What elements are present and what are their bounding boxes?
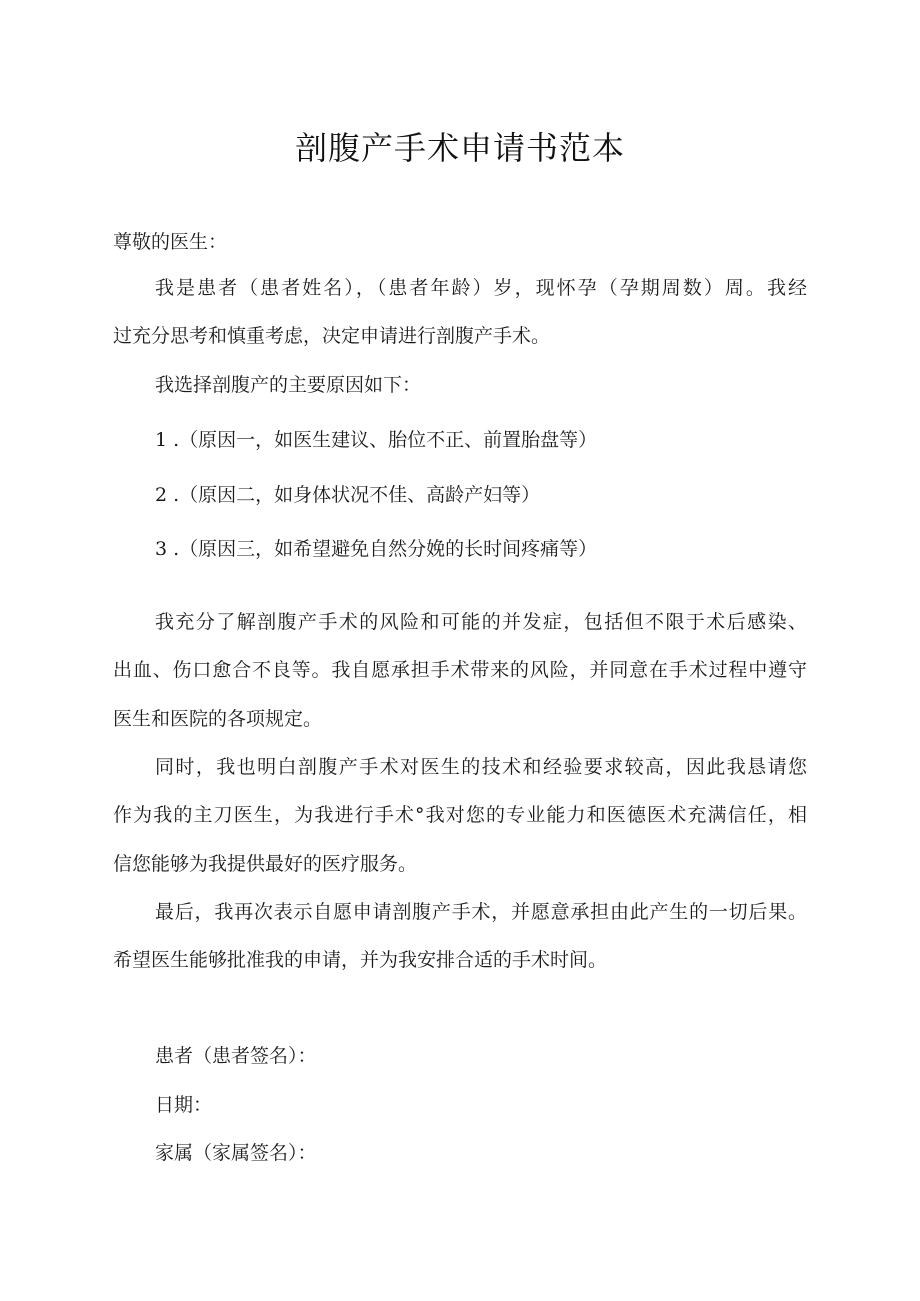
reason-item-1: 1 .（原因一，如医生建议、胎位不正、前置胎盘等）: [155, 429, 598, 451]
reasons-intro: 我选择剖腹产的主要原因如下：: [155, 374, 422, 396]
paragraph-1-line-2: 过充分思考和慎重考虑，决定申请进行剖腹产手术。: [113, 325, 551, 347]
paragraph-1-line-1: 我是患者（患者姓名），（患者年龄）岁，现怀孕（孕期周数）周。我经: [155, 277, 807, 299]
family-signature-label: 家属（家属签名）：: [155, 1142, 317, 1164]
paragraph-2-line-2: 出血、伤口愈合不良等。我自愿承担手术带来的风险，并同意在手术过程中遵守: [113, 659, 807, 681]
salutation: 尊敬的医生：: [113, 231, 228, 253]
paragraph-4-line-1: 最后，我再次表示自愿申请剖腹产手术，并愿意承担由此产生的一切后果。: [155, 901, 807, 923]
document-title: 剖腹产手术申请书范本: [294, 129, 625, 167]
reason-item-3: 3 .（原因三，如希望避免自然分娩的长时间疼痛等）: [155, 538, 598, 560]
date-label: 日期：: [155, 1094, 213, 1116]
paragraph-3-line-2: 作为我的主刀医生，为我进行手术°我对您的专业能力和医德医术充满信任，相: [113, 804, 807, 826]
paragraph-2-line-3: 医生和医院的各项规定。: [113, 708, 323, 730]
paragraph-3-line-1: 同时，我也明白剖腹产手术对医生的技术和经验要求较高，因此我恳请您: [155, 756, 807, 778]
paragraph-2-line-1: 我充分了解剖腹产手术的风险和可能的并发症，包括但不限于术后感染、: [155, 611, 807, 633]
reason-item-2: 2 .（原因二，如身体状况不佳、高龄产妇等）: [155, 484, 541, 506]
patient-signature-label: 患者（患者签名）：: [155, 1045, 317, 1067]
paragraph-3-line-3: 信您能够为我提供最好的医疗服务。: [113, 853, 418, 875]
paragraph-4-line-2: 希望医生能够批准我的申请，并为我安排合适的手术时间。: [113, 949, 608, 971]
